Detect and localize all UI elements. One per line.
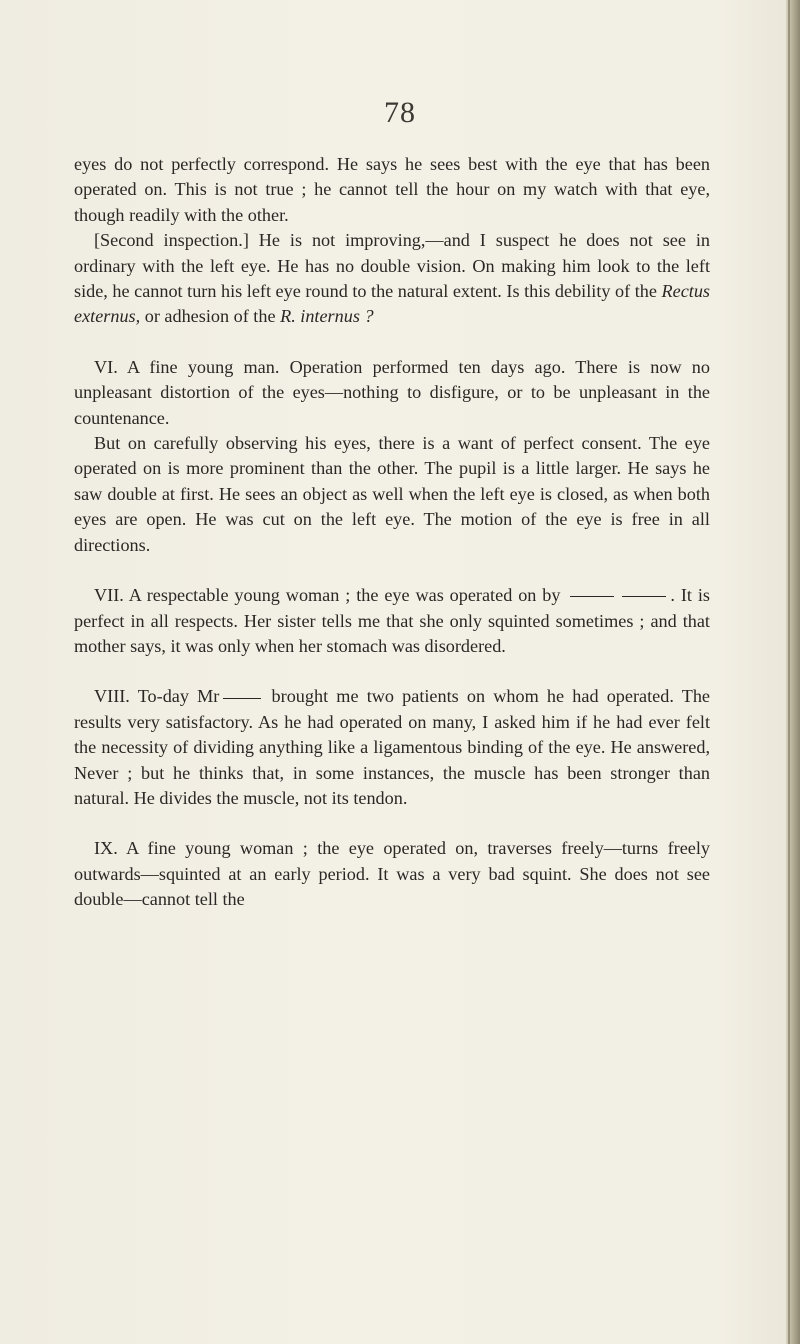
name-omitted-dash: [570, 596, 614, 597]
paragraph-text: IX. A fine young woman ; the eye operated on, traverses freely—turns freely outwards—squinted at an early period. It was a very bad squint. She does not see double—cannot tell the: [74, 838, 710, 910]
paragraph-gap: [74, 558, 710, 583]
paragraph-second-inspection: [74, 228, 710, 330]
paragraph-case-vi-continued: [74, 431, 710, 558]
body-text: [74, 152, 710, 913]
paragraph-text: eyes do not perfectly correspond. He says he sees best with the eye that has been operated on. This is not true ; he cannot tell the hour on my watch with that eye, though readily with the other.: [74, 154, 710, 225]
page-number: 78: [384, 96, 416, 129]
paragraph-case-vii: [74, 583, 710, 659]
paragraph-continued-case: [74, 152, 710, 228]
italic-term: Rectus externus,: [74, 281, 710, 327]
paragraph-gap: [74, 659, 710, 684]
paragraph-case-vi: [74, 355, 710, 431]
paragraph-text: VIII. To-day Mr: [94, 686, 220, 707]
paragraph-gap: [74, 330, 710, 355]
spine-edge-line: [788, 0, 790, 1344]
paragraph-case-ix: [74, 836, 710, 912]
paragraph-text: VI. A fine young man. Operation performed ten days ago. There is now no unpleasant distortion of the eyes—nothing to disfigure, or to be unpleasant in the countenance.: [74, 356, 710, 428]
paragraph-text: [Second inspection.] He is not improving,—and I suspect he does not see in ordinary with the left eye. He has no double vision. On making him look to the left side, he cannot turn his left eye round to the natural extent. Is this debility of the: [74, 230, 710, 302]
paragraph-text: But on carefully observing his eyes, there is a want of perfect consent. The eye operated on is more prominent than the other. The pupil is a little larger. He says he saw double at first. He sees an object as well when the left eye is closed, as when both eyes are open. He was cut on the left eye. The motion of the eye is free in all directions.: [74, 433, 710, 555]
name-omitted-dash: [223, 698, 261, 699]
paragraph-text: or adhesion of the: [140, 306, 281, 327]
paragraph-text: VII. A respectable young woman ; the eye was operated on by: [94, 585, 561, 606]
paragraph-gap: [74, 811, 710, 836]
italic-term: R. internus ?: [280, 306, 374, 327]
paragraph-case-viii: [74, 684, 710, 811]
paragraph-text: brought me two patients on whom he had operated. The results very satisfactory. As he had operated on many, I asked him if he had ever felt the necessity of dividing anything like a ligamentous binding of the eye. He answered, Never ; but he thinks that, in some instances, the muscle has been stronger than natural. He divides the muscle, not its tendon.: [74, 686, 710, 808]
paragraph-text: . It is perfect in all respects. Her sister tells me that she only squinted sometimes ; and that mother says, it was only when her stomach was disordered.: [74, 585, 710, 656]
name-omitted-dash: [622, 596, 666, 597]
